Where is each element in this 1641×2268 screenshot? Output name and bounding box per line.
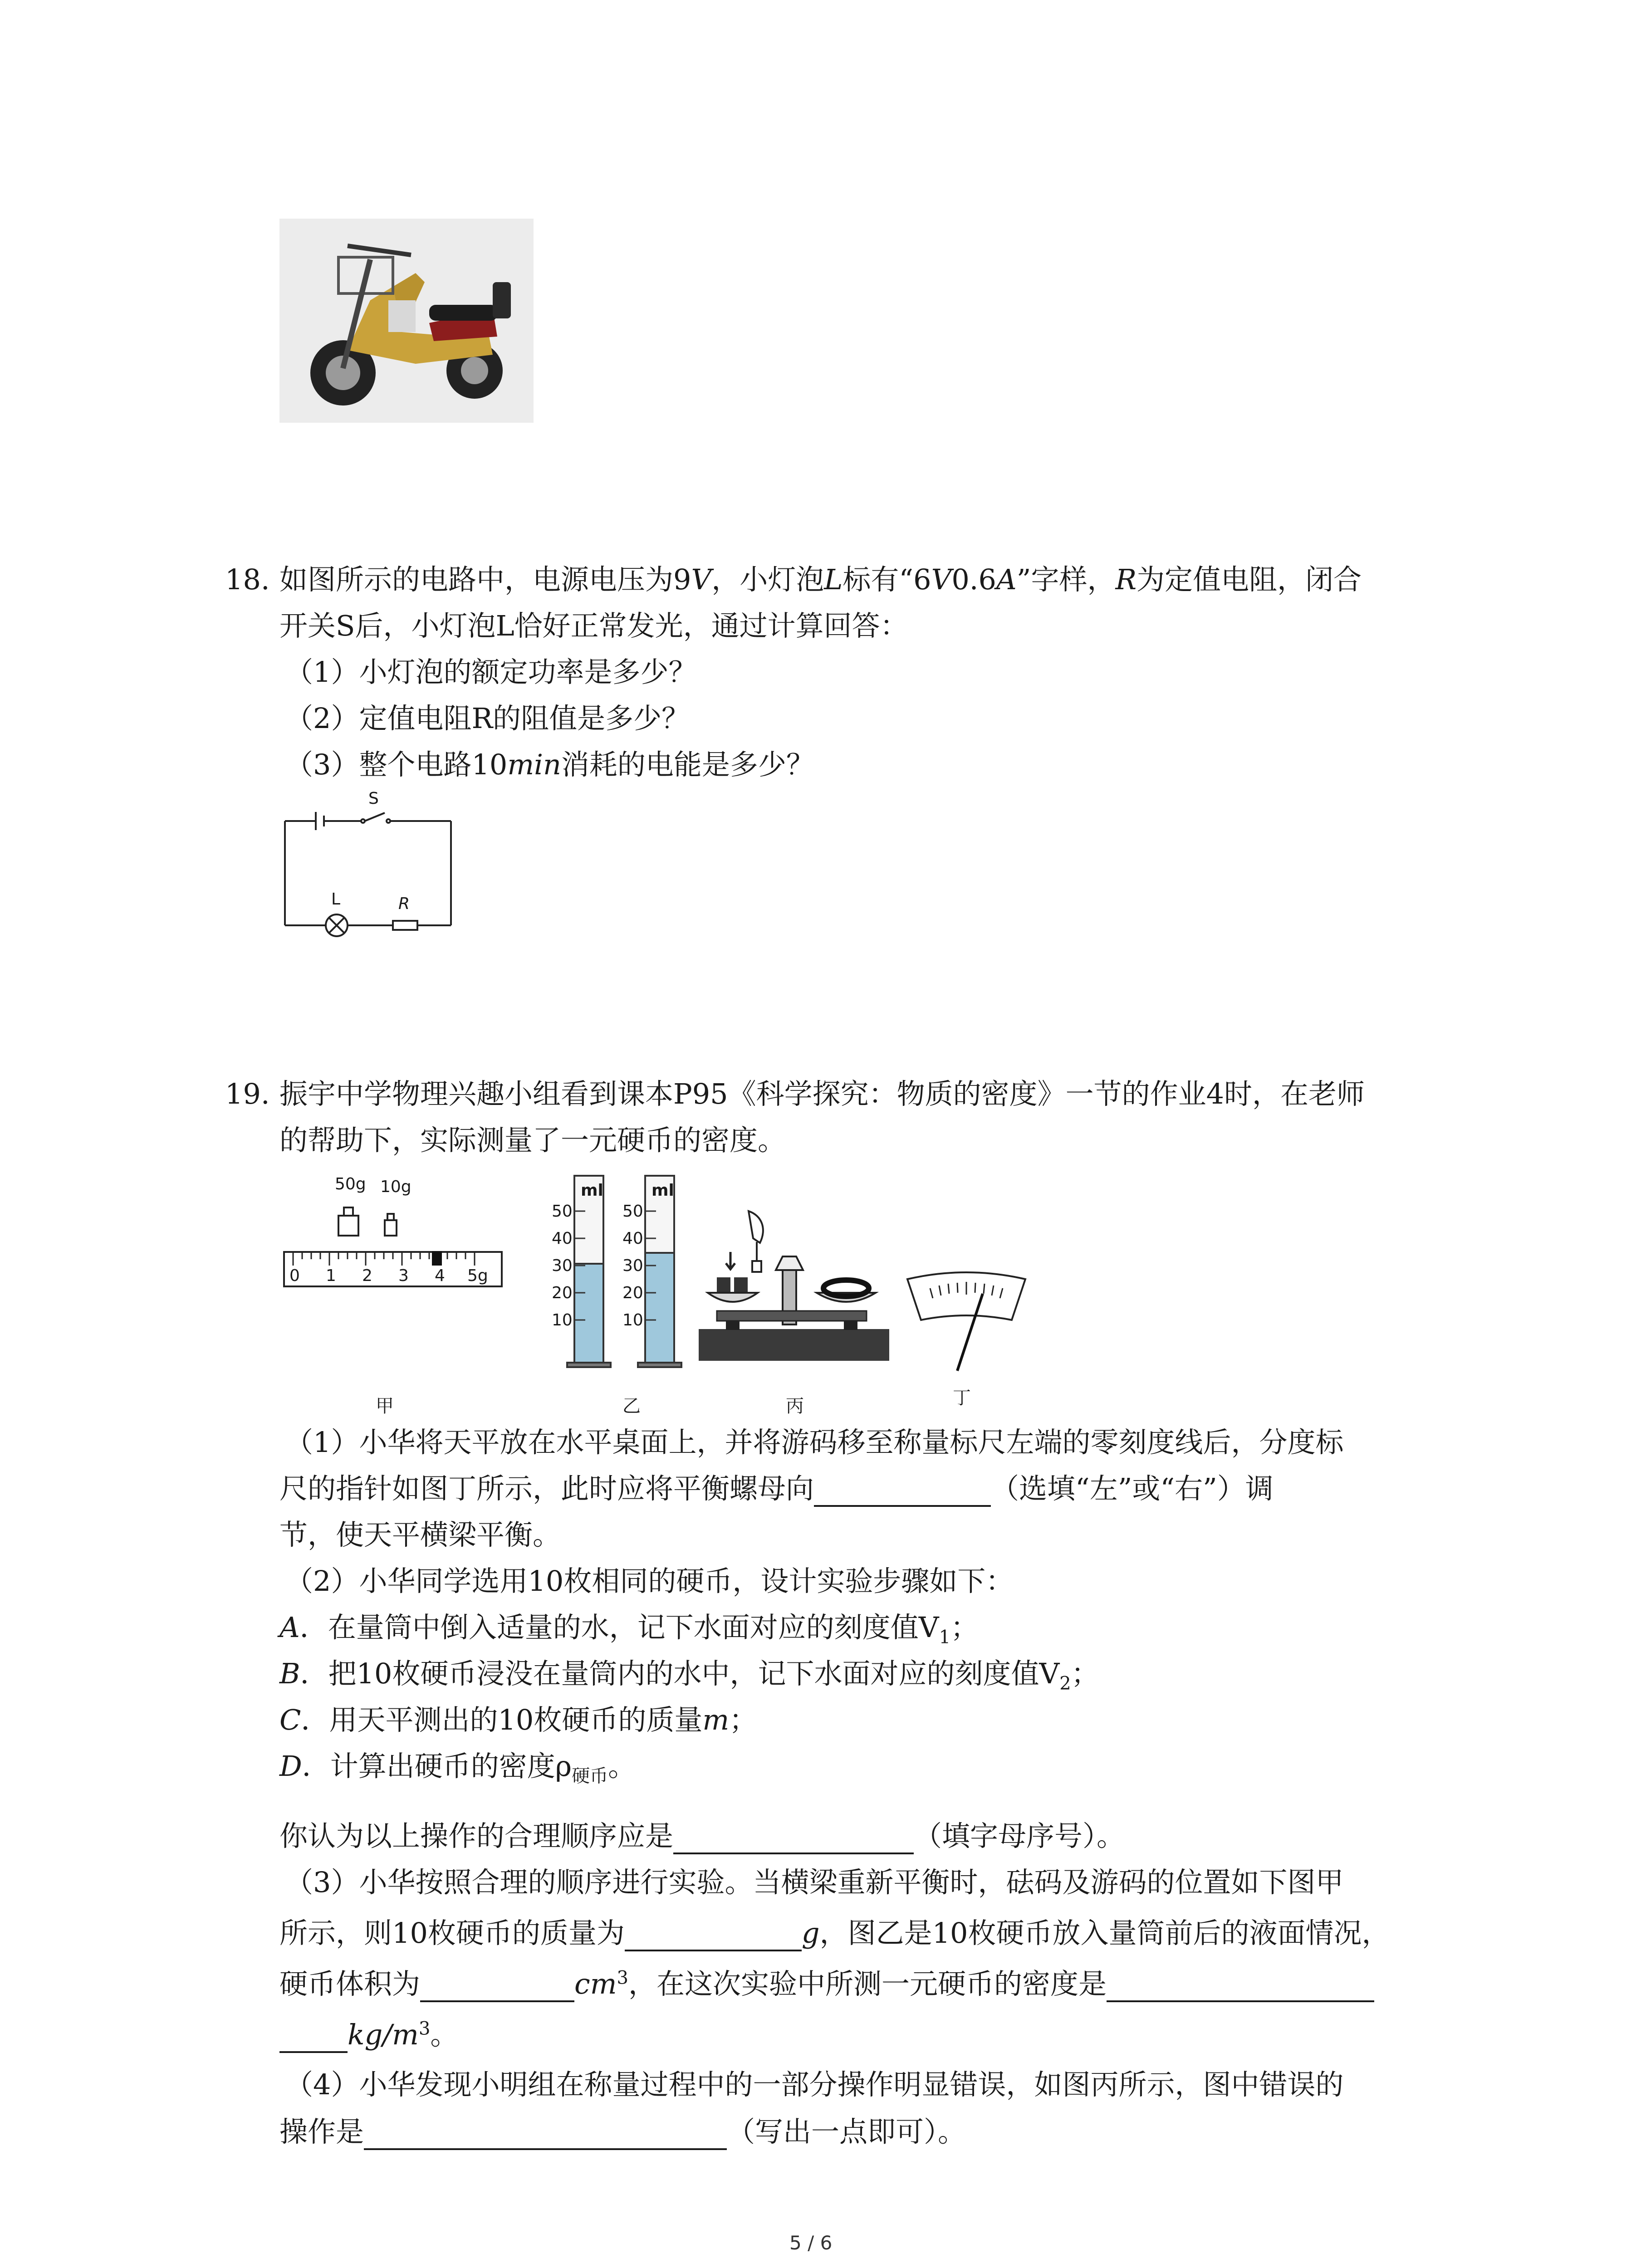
ruler-tick-0: 0 (289, 1266, 300, 1285)
q19-stem-line2: 的帮助下，实际测量了一元硬币的密度。 (279, 1124, 786, 1157)
cyl2-unit: ml (652, 1181, 674, 1200)
weight-10g-label: 10g (380, 1178, 411, 1196)
cyl1-tick-40: 40 (552, 1229, 573, 1248)
cyl1-tick-20: 20 (552, 1284, 573, 1302)
q18-sub3: （3）整个电路10min消耗的电能是多少？ (285, 748, 814, 781)
caption-jia: 甲 (376, 1396, 394, 1417)
q18-stem-line2: 开关S后，小灯泡L恰好正常发光，通过计算回答： (279, 609, 908, 642)
q18-sub2: （2）定值电阻R的阻值是多少？ (285, 702, 690, 735)
ruler-tick-4: 4 (435, 1266, 445, 1285)
rider-marker (432, 1251, 442, 1266)
answer-blank-order[interactable] (673, 1824, 914, 1854)
q19-figure-bing (699, 1202, 889, 1370)
q19-figure-ding (903, 1270, 1030, 1374)
q19-step-d: D．计算出硬币的密度$\rho_{硬币}$。 (279, 1750, 637, 1787)
cyl1-tick-10: 10 (552, 1311, 573, 1330)
q19-p2-order: 你认为以上操作的合理顺序应是 （填字母序号）。 (279, 1818, 1125, 1854)
ruler-tick-2: 2 (362, 1266, 372, 1285)
ruler-tick-3: 3 (398, 1266, 409, 1285)
q19-figure-yi (535, 1166, 699, 1370)
q19-p1-line2: 尺的指针如图丁所示，此时应将平衡螺母向 （选填“左”或“右”）调 (279, 1471, 1274, 1507)
q19-number: 19. (225, 1077, 270, 1110)
q18-sub1: （1）小灯泡的额定功率是多少？ (285, 655, 697, 689)
cyl2-tick-10: 10 (622, 1311, 643, 1330)
circuit-diagram (279, 789, 456, 939)
cyl2-tick-40: 40 (622, 1229, 643, 1248)
weight-50g-label: 50g (335, 1175, 366, 1193)
answer-blank-density[interactable] (1107, 1972, 1374, 2002)
q19-p1-line3: 节，使天平横梁平衡。 (279, 1518, 561, 1551)
q19-figure-jia (279, 1175, 515, 1306)
caption-bing: 丙 (786, 1396, 804, 1417)
q19-step-c: C．用天平测出的10枚硬币的质量m； (279, 1703, 758, 1736)
scooter-photo (279, 219, 534, 423)
ruler-tick-5g: 5g (467, 1266, 488, 1285)
ruler-tick-1: 1 (326, 1266, 336, 1285)
q19-p3-line3: 硬币体积为 $cm^3$，在这次实验中所测一元硬币的密度是 (279, 1966, 1374, 2002)
q19-step-a: A．在量筒中倒入适量的水，记下水面对应的刻度值$V_1$； (279, 1611, 979, 1648)
q19-stem-line1: 振宇中学物理兴趣小组看到课本P95《科学探究：物质的密度》一节的作业4时，在老师 (279, 1077, 1365, 1110)
q18-number: 18. (225, 563, 270, 596)
resistor-label: R (398, 894, 410, 913)
lamp-label: L (331, 890, 341, 909)
q19-p2-line1: （2）小华同学选用10枚相同的硬币，设计实验步骤如下： (285, 1564, 1014, 1598)
cyl1-tick-50: 50 (552, 1202, 573, 1221)
cyl2-tick-30: 30 (622, 1256, 643, 1275)
q19-p3-line2: 所示，则10枚硬币的质量为 g，图乙是10枚硬币放入量筒前后的液面情况， (279, 1915, 1390, 1951)
cyl2-tick-50: 50 (622, 1202, 643, 1221)
cyl1-tick-30: 30 (552, 1256, 573, 1275)
q19-p1-line1: （1）小华将天平放在水平桌面上，并将游码移至称量标尺左端的零刻度线后，分度标 (285, 1426, 1344, 1459)
q19-p4-line1: （4）小华发现小明组在称量过程中的一部分操作明显错误，如图丙所示，图中错误的 (285, 2068, 1344, 2101)
q19-p3-line4: $kg/m^3$。 (279, 2017, 458, 2053)
answer-blank-error[interactable] (364, 2120, 727, 2150)
answer-blank-mass[interactable] (625, 1921, 802, 1951)
answer-blank-p1[interactable] (814, 1477, 991, 1507)
caption-ding: 丁 (953, 1388, 971, 1408)
page-number: 5 / 6 (789, 2232, 833, 2254)
caption-yi: 乙 (622, 1396, 641, 1417)
switch-label: S (368, 789, 379, 808)
cyl1-unit: ml (581, 1181, 603, 1200)
q19-p4-line2: 操作是 （写出一点即可）。 (279, 2114, 966, 2150)
q19-step-b: B．把10枚硬币浸没在量筒内的水中，记下水面对应的刻度值$V_2$； (279, 1657, 1099, 1694)
cyl2-tick-20: 20 (622, 1284, 643, 1302)
answer-blank-density-cont[interactable] (279, 2023, 348, 2053)
q19-p3-line1: （3）小华按照合理的顺序进行实验。当横梁重新平衡时，砝码及游码的位置如下图甲 (285, 1866, 1344, 1899)
q18-stem-line1: 如图所示的电路中，电源电压为9V，小灯泡L标有“6V0.6A”字样，R为定值电阻，闭合 (279, 563, 1362, 596)
answer-blank-volume[interactable] (420, 1972, 574, 2002)
